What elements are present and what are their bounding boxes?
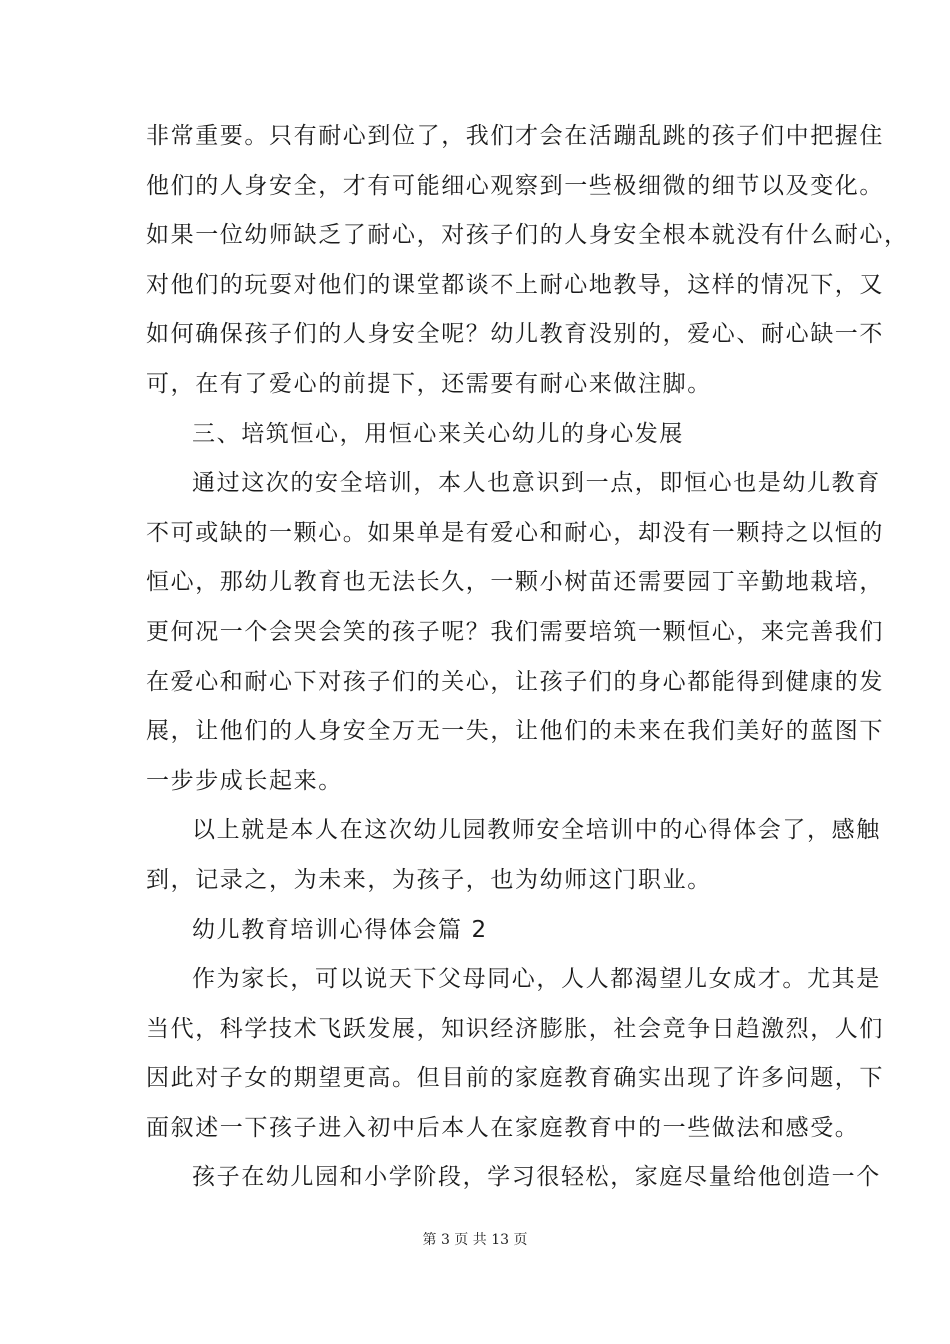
- text-line: 到，记录之，为未来，为孩子，也为幼师这门职业。: [146, 866, 712, 893]
- text-line: 如果一位幼师缺乏了耐心，对孩子们的人身安全根本就没有什么耐心，: [146, 222, 909, 249]
- text-line: 幼儿教育培训心得体会篇 2: [192, 916, 488, 943]
- text-line: 孩子在幼儿园和小学阶段，学习很轻松，家庭尽量给他创造一个: [192, 1164, 881, 1191]
- text-line: 非常重要。只有耐心到位了，我们才会在活蹦乱跳的孩子们中把握住: [146, 123, 884, 149]
- text-line: 通过这次的安全培训，本人也意识到一点，即恒心也是幼儿教育: [192, 470, 881, 497]
- text-line: 面叙述一下孩子进入初中后本人在家庭教育中的一些做法和感受。: [146, 1114, 860, 1141]
- text-line: 以上就是本人在这次幼儿园教师安全培训中的心得体会了，感触: [192, 817, 881, 844]
- text-line: 在爱心和耐心下对孩子们的关心，让孩子们的身心都能得到健康的发: [146, 668, 884, 695]
- text-line: 他们的人身安全，才有可能细心观察到一些极细微的细节以及变化。: [146, 172, 884, 199]
- text-line: 恒心，那幼儿教育也无法长久，一颗小树苗还需要园丁辛勤地栽培，: [146, 569, 884, 596]
- text-line: 当代，科学技术飞跃发展，知识经济膨胀，社会竞争日趋激烈，人们: [146, 1015, 884, 1042]
- text-line: 更何况一个会哭会笑的孩子呢？我们需要培筑一颗恒心，来完善我们: [146, 618, 884, 645]
- text-line: 展，让他们的人身安全万无一失，让他们的未来在我们美好的蓝图下: [146, 718, 884, 745]
- text-line: 一步步成长起来。: [146, 767, 343, 794]
- text-line: 作为家长，可以说天下父母同心，人人都渴望儿女成才。尤其是: [192, 966, 881, 993]
- text-line: 三、培筑恒心，用恒心来关心幼儿的身心发展: [192, 420, 684, 447]
- document-body: [146, 112, 909, 1203]
- page-footer: 第 3 页 共 13 页: [422, 1232, 528, 1248]
- text-line: 不可或缺的一颗心。如果单是有爱心和耐心，却没有一颗持之以恒的: [146, 519, 884, 546]
- text-line: 因此对子女的期望更高。但目前的家庭教育确实出现了许多问题，下: [146, 1065, 884, 1092]
- text-line: 可，在有了爱心的前提下，还需要有耐心来做注脚。: [146, 370, 712, 397]
- text-line: 如何确保孩子们的人身安全呢？幼儿教育没别的，爱心、耐心缺一不: [146, 321, 884, 348]
- text-line: 对他们的玩耍对他们的课堂都谈不上耐心地教导，这样的情况下，又: [146, 271, 884, 298]
